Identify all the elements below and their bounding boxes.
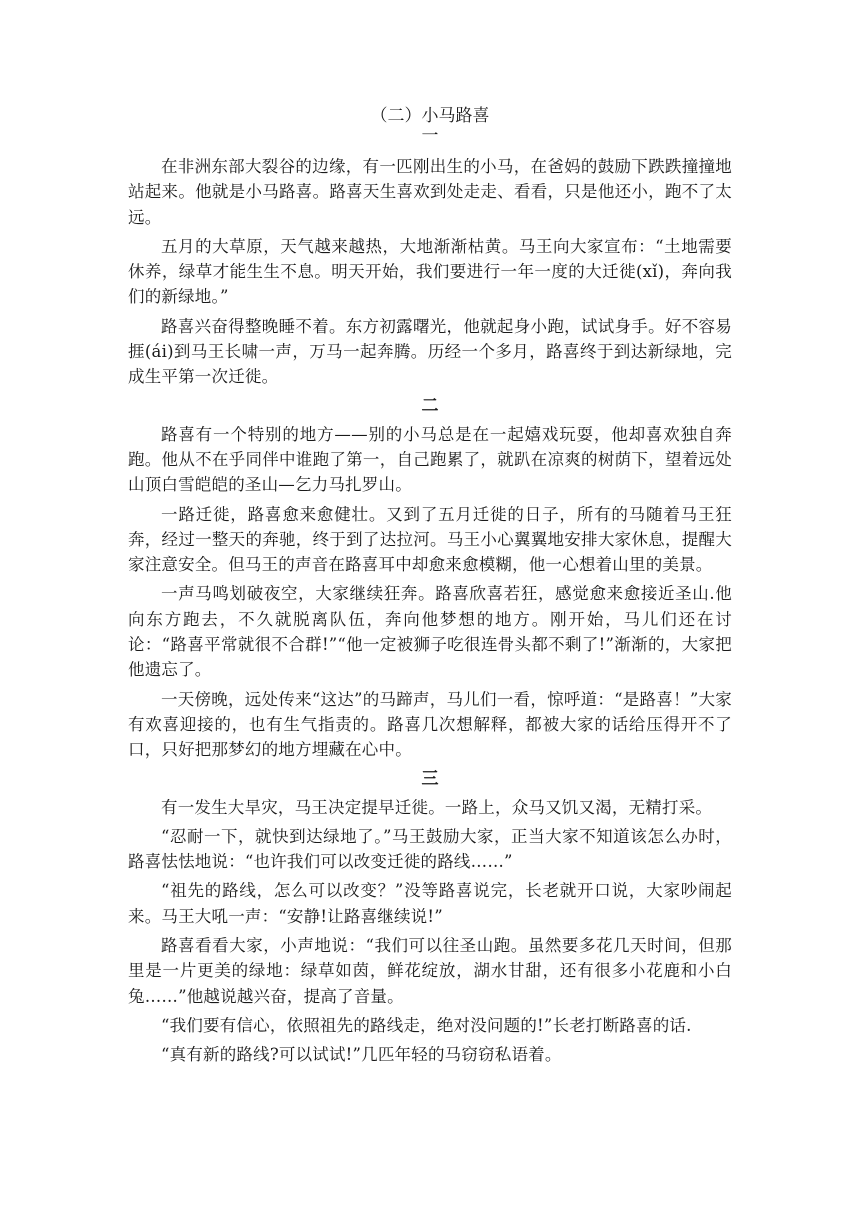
- paragraph: “祖先的路线，怎么可以改变？”没等路喜说完，长老就开口说，大家吵闹起来。马王大吼一声：“安静!让路喜继续说!”: [128, 881, 732, 926]
- paragraph: 路喜看看大家，小声地说：“我们可以往圣山跑。虽然要多花几天时间，但那里是一片更美的绿地：绿草如茵，鲜花绽放，湖水甘甜，还有很多小花鹿和小白兔……”他越说越兴奋，提高了音量。: [128, 936, 732, 1006]
- paragraph: 五月的大草原，天气越来越热，大地渐渐枯黄。马王向大家宣布：“土地需要休养，绿草才能生生不息。明天开始，我们要进行一年一度的大迁徙(xǐ)，奔向我们的新绿地。”: [128, 236, 732, 307]
- paragraph: “我们要有信心，依照祖先的路线走，绝对没问题的!”长老打断路喜的话.: [161, 1015, 692, 1035]
- paragraph: “真有新的路线?可以试试!”几匹年轻的马窃窃私语着。: [161, 1045, 562, 1065]
- paragraph: “忍耐一下，就快到达绿地了。”马王鼓励大家，正当大家不知道该怎么办时，路喜怯怯地说：“也许我们可以改变迁徙的路线……”: [128, 826, 732, 872]
- paragraph: 路喜有一个特别的地方——别的小马总是在一起嬉戏玩耍，他却喜欢独自奔跑。他从不在乎同伴中谁跑了第一，自己跑累了，就趴在凉爽的树荫下，望着远处山顶白雪皑皑的圣山—乞力马扎罗山。: [128, 424, 732, 495]
- paragraph: 有一发生大旱灾，马王决定提早迁徙。一路上，众马又饥又渴，无精打采。: [161, 797, 713, 817]
- section-heading-1: 一: [421, 126, 439, 146]
- section-heading-3: 三: [421, 768, 439, 789]
- document-title: （二）小马路喜: [370, 106, 490, 126]
- section-heading-2: 二: [421, 395, 439, 416]
- paragraph: 路喜兴奋得整晚睡不着。东方初露曙光，他就起身小跑，试试身手。好不容易捱(ái)到马王长啸一声，万马一起奔腾。历经一个多月，路喜终于到达新绿地，完成生平第一次迁徙。: [128, 316, 732, 387]
- paragraph: 一天傍晚，远处传来“这达”的马蹄声，马儿们一看，惊呼道：“是路喜！”大家有欢喜迎接的，也有生气指责的。路喜几次想解释，都被大家的话给压得开不了口，只好把那梦幻的地方埋藏在心中。: [128, 689, 732, 760]
- paragraph: 在非洲东部大裂谷的边缘，有一匹刚出生的小马，在爸妈的鼓励下跌跌撞撞地站起来。他就是小马路喜。路喜天生喜欢到处走走、看看，只是他还小，跑不了太远。: [128, 157, 732, 227]
- paragraph: 一声马鸣划破夜空，大家继续狂奔。路喜欣喜若狂，感觉愈来愈接近圣山.他向东方跑去，不久就脱离队伍，奔向他梦想的地方。刚开始，马儿们还在讨论：“路喜平常就很不合群!”“他一定被狮子吃很连骨头都不剩了!”渐渐的，大家把他遗忘了。: [128, 584, 732, 680]
- paragraph: 一路迁徙，路喜愈来愈健壮。又到了五月迁徙的日子，所有的马随着马王狂奔，经过一整天的奔驰，终于到了达拉河。马王小心翼翼地安排大家休息，提醒大家注意安全。但马王的声音在路喜耳中却愈来愈模糊，他一心想着山里的美景。: [128, 504, 732, 575]
